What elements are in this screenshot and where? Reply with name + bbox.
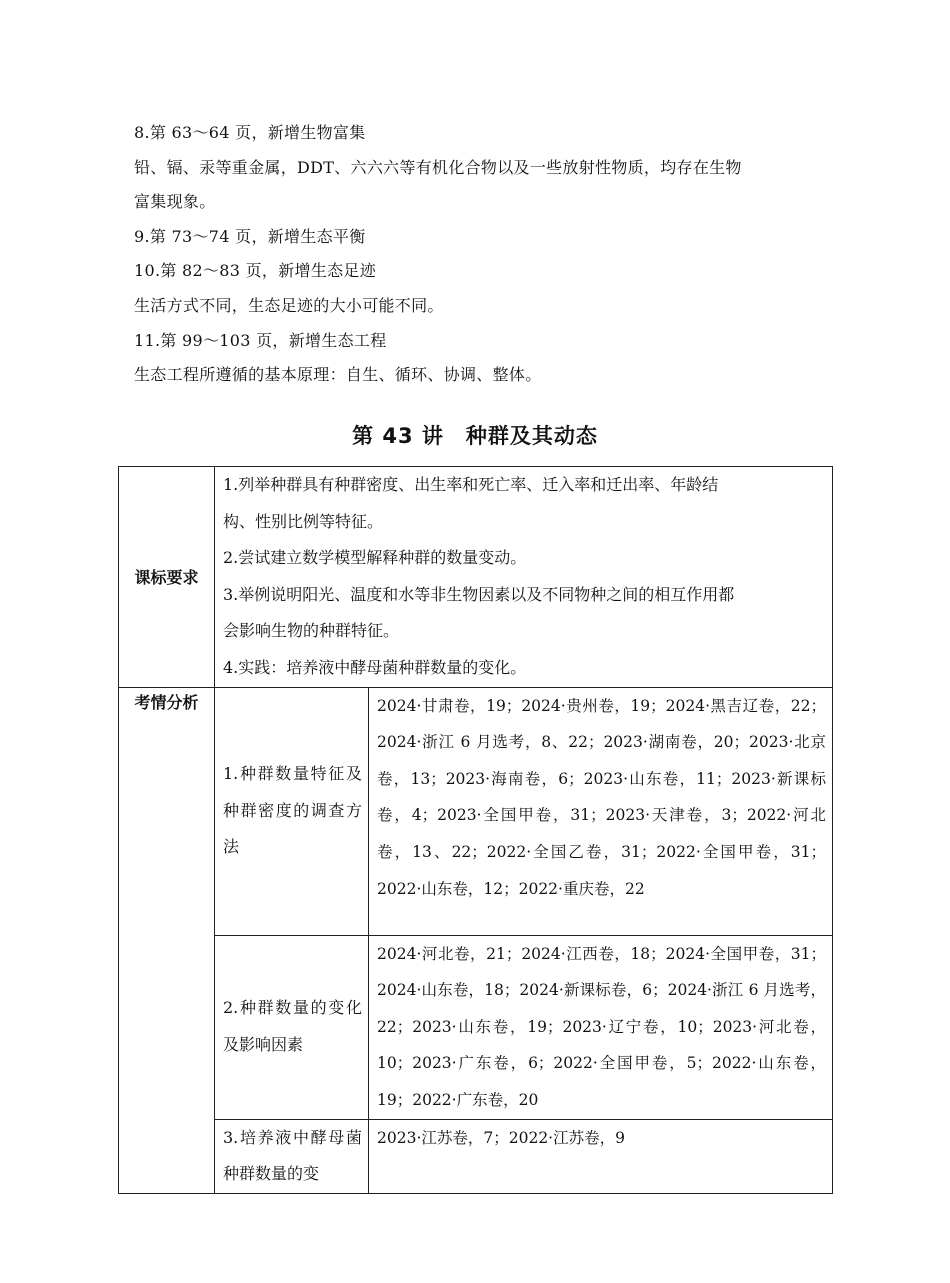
- requirement-line: 构、性别比例等特征。: [223, 511, 384, 531]
- requirements-label: 课标要求: [119, 467, 215, 688]
- requirements-content: [215, 467, 833, 688]
- table-row: [119, 687, 833, 935]
- topic-cell: 2.种群数量的变化及影响因素: [215, 935, 369, 1119]
- intro-line: 生活方式不同，生态足迹的大小可能不同。: [134, 295, 444, 315]
- intro-line: 11.第 99～103 页，新增生态工程: [134, 330, 387, 350]
- requirements-row: [119, 467, 833, 688]
- requirement-line: 4.实践：培养液中酵母菌种群数量的变化。: [223, 657, 527, 677]
- intro-line: 富集现象。: [134, 192, 216, 212]
- sources-cell: 2024·河北卷，21；2024·江西卷，18；2024·全国甲卷，31；2024·山东卷，18；2024·新课标卷，6；2024·浙江 6 月选考，22；2023·山东卷，19；2023·辽宁卷，10；2023·河北卷，10；2023·广东卷，6；2022·全国甲卷，5；2022·山东卷，19；2022·广东卷，20: [369, 935, 833, 1119]
- requirement-line: 2.尝试建立数学模型解释种群的数量变动。: [223, 548, 527, 568]
- sources-cell: 2024·甘肃卷，19；2024·贵州卷，19；2024·黑吉辽卷，22；2024·浙江 6 月选考，8、22；2023·湖南卷，20；2023·北京卷，13；2023·海南卷，6；2023·山东卷，11；2023·新课标卷，4；2023·全国甲卷，31；2023·天津卷，3；2022·河北卷，13、22；2022·全国乙卷，31；2022·全国甲卷，31；2022·山东卷，12；2022·重庆卷，22: [369, 687, 833, 935]
- topic-cell: 1.种群数量特征及种群密度的调查方法: [215, 687, 369, 935]
- curriculum-table: [118, 466, 833, 1194]
- requirement-line: 3.举例说明阳光、温度和水等非生物因素以及不同物种之间的相互作用都: [223, 584, 735, 604]
- topic-cell: 3.培养液中酵母菌种群数量的变: [215, 1119, 369, 1193]
- intro-line: 生态工程所遵循的基本原理：自生、循环、协调、整体。: [134, 365, 542, 385]
- intro-line: 铅、镉、汞等重金属，DDT、六六六等有机化合物以及一些放射性物质，均存在生物: [134, 157, 742, 177]
- requirement-line: 会影响生物的种群特征。: [223, 621, 400, 641]
- table-row: [119, 935, 833, 1119]
- sources-cell: 2023·江苏卷，7；2022·江苏卷，9: [369, 1119, 833, 1193]
- intro-section: [134, 116, 824, 393]
- lecture-title: 第 43 讲 种群及其动态: [352, 424, 598, 448]
- intro-line: 9.第 73～74 页，新增生态平衡: [134, 226, 366, 246]
- intro-line: 10.第 82～83 页，新增生态足迹: [134, 261, 377, 281]
- table-row: [119, 1119, 833, 1193]
- intro-line: 8.第 63～64 页，新增生物富集: [134, 123, 366, 142]
- analysis-label: 考情分析: [119, 687, 215, 1193]
- requirement-line: 1.列举种群具有种群密度、出生率和死亡率、迁入率和迁出率、年龄结: [223, 475, 719, 494]
